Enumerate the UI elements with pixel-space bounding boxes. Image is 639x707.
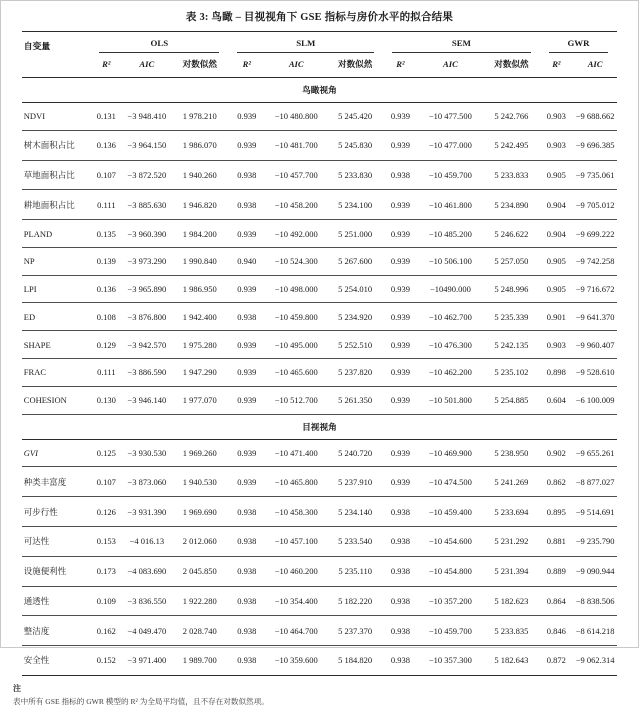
cell-value: −9 735.061 xyxy=(573,160,617,190)
cell-value: −4 049.470 xyxy=(122,616,171,646)
row-label: LPI xyxy=(22,275,90,303)
cell-value: −10 506.100 xyxy=(418,247,483,275)
cell-value: −9 688.662 xyxy=(573,103,617,131)
col-header-independent-variable: 自变量 xyxy=(23,41,51,51)
cell-value: −10 357.200 xyxy=(418,586,483,616)
cell-value: 5 237.820 xyxy=(327,359,383,387)
table-row xyxy=(22,467,617,497)
cell-value: −10 501.800 xyxy=(418,386,483,414)
cell-value: 0.939 xyxy=(228,103,265,131)
cell-value: −8 838.506 xyxy=(573,586,617,616)
table-row xyxy=(22,247,617,275)
row-label: FRAC xyxy=(22,359,90,387)
cell-value: −10 457.100 xyxy=(265,526,327,556)
cell-value: 5 245.420 xyxy=(327,103,383,131)
cell-value: −3 886.590 xyxy=(122,359,171,387)
group-label-sem: SEM xyxy=(392,37,531,53)
table-row xyxy=(22,497,617,527)
row-label: 设施便利性 xyxy=(22,556,90,586)
row-label: COHESION xyxy=(22,386,90,414)
cell-value: −10 476.300 xyxy=(418,331,483,359)
row-label: PLAND xyxy=(22,220,90,248)
section-title: 鸟瞰视角 xyxy=(22,78,617,103)
cell-value: 0.939 xyxy=(383,190,418,220)
cell-value: 5 246.622 xyxy=(483,220,540,248)
section-title: 目视视角 xyxy=(22,414,617,439)
table-note xyxy=(13,683,626,707)
cell-value: −3 973.290 xyxy=(122,247,171,275)
cell-value: 5 234.140 xyxy=(327,497,383,527)
cell-value: −9 090.944 xyxy=(573,556,617,586)
cell-value: 0.938 xyxy=(228,497,265,527)
cell-value: 5 237.910 xyxy=(327,467,383,497)
row-label: 通透性 xyxy=(22,586,90,616)
group-header-sem xyxy=(383,32,540,54)
cell-value: −10 459.700 xyxy=(418,160,483,190)
cell-value: −10 465.600 xyxy=(265,359,327,387)
cell-value: −10 461.800 xyxy=(418,190,483,220)
cell-value: 0.136 xyxy=(90,130,122,160)
cell-value: 0.126 xyxy=(90,497,122,527)
cell-value: −9 528.610 xyxy=(573,359,617,387)
cell-value: 1 977.070 xyxy=(171,386,228,414)
cell-value: 0.938 xyxy=(228,303,265,331)
cell-value: −10 462.700 xyxy=(418,303,483,331)
cell-value: −3 971.400 xyxy=(122,646,171,676)
note-label: 注 xyxy=(13,683,21,693)
cell-value: 0.901 xyxy=(540,303,573,331)
cell-value: −10 458.200 xyxy=(265,190,327,220)
cell-value: −9 716.672 xyxy=(573,275,617,303)
cell-value: 5 233.694 xyxy=(483,497,540,527)
table-row xyxy=(22,526,617,556)
cell-value: 0.903 xyxy=(540,331,573,359)
row-label: 耕地面积占比 xyxy=(22,190,90,220)
cell-value: 5 233.830 xyxy=(327,160,383,190)
cell-value: 0.938 xyxy=(383,497,418,527)
cell-value: 0.939 xyxy=(228,220,265,248)
table-row xyxy=(22,331,617,359)
cell-value: 0.939 xyxy=(228,439,265,467)
cell-value: 0.136 xyxy=(90,275,122,303)
cell-value: 5 233.833 xyxy=(483,160,540,190)
cell-value: 5 231.394 xyxy=(483,556,540,586)
col-header-gwr-r2: R² xyxy=(540,53,573,78)
cell-value: 0.939 xyxy=(228,467,265,497)
cell-value: 0.904 xyxy=(540,190,573,220)
cell-value: 0.939 xyxy=(383,303,418,331)
col-header-gwr-aic: AIC xyxy=(573,53,617,78)
cell-value: 1 942.400 xyxy=(171,303,228,331)
cell-value: 2 012.060 xyxy=(171,526,228,556)
cell-value: 0.939 xyxy=(228,386,265,414)
cell-value: 0.939 xyxy=(383,130,418,160)
cell-value: 0.107 xyxy=(90,160,122,190)
cell-value: −10 477.000 xyxy=(418,130,483,160)
cell-value: 1 978.210 xyxy=(171,103,228,131)
cell-value: −10 477.500 xyxy=(418,103,483,131)
cell-value: 0.939 xyxy=(228,275,265,303)
cell-value: 0.889 xyxy=(540,556,573,586)
cell-value: 0.902 xyxy=(540,439,573,467)
cell-value: −8 877.027 xyxy=(573,467,617,497)
table-row xyxy=(22,275,617,303)
cell-value: 0.604 xyxy=(540,386,573,414)
cell-value: 0.938 xyxy=(228,526,265,556)
table-row xyxy=(22,616,617,646)
cell-value: −9 655.261 xyxy=(573,439,617,467)
col-header-ols-r2: R² xyxy=(90,53,122,78)
table-row xyxy=(22,103,617,131)
cell-value: −3 964.150 xyxy=(122,130,171,160)
group-header-ols xyxy=(90,32,228,54)
cell-value: −10 512.700 xyxy=(265,386,327,414)
cell-value: −10 354.400 xyxy=(265,586,327,616)
cell-value: −8 614.218 xyxy=(573,616,617,646)
cell-value: 5 182.643 xyxy=(483,646,540,676)
group-header-slm xyxy=(228,32,383,54)
cell-value: −10 462.200 xyxy=(418,359,483,387)
row-label: SHAPE xyxy=(22,331,90,359)
cell-value: 5 233.540 xyxy=(327,526,383,556)
cell-value: 0.109 xyxy=(90,586,122,616)
cell-value: 5 267.600 xyxy=(327,247,383,275)
cell-value: 1 969.690 xyxy=(171,497,228,527)
cell-value: −9 705.012 xyxy=(573,190,617,220)
cell-value: −10 492.000 xyxy=(265,220,327,248)
row-label: 安全性 xyxy=(22,646,90,676)
col-header-sem-aic: AIC xyxy=(418,53,483,78)
cell-value: 0.940 xyxy=(228,247,265,275)
cell-value: 0.938 xyxy=(383,646,418,676)
cell-value: 0.938 xyxy=(228,616,265,646)
cell-value: 0.938 xyxy=(228,160,265,190)
cell-value: 5 240.720 xyxy=(327,439,383,467)
cell-value: −3 960.390 xyxy=(122,220,171,248)
cell-value: 5 238.950 xyxy=(483,439,540,467)
cell-value: 1 940.260 xyxy=(171,160,228,190)
cell-value: 0.938 xyxy=(383,616,418,646)
cell-value: 5 182.623 xyxy=(483,586,540,616)
cell-value: −9 742.258 xyxy=(573,247,617,275)
cell-value: −10 458.300 xyxy=(265,497,327,527)
cell-value: 5 251.000 xyxy=(327,220,383,248)
cell-value: −10 457.700 xyxy=(265,160,327,190)
row-label: GVI xyxy=(22,439,90,467)
cell-value: 0.938 xyxy=(383,160,418,190)
cell-value: 5 261.350 xyxy=(327,386,383,414)
cell-value: −10 485.200 xyxy=(418,220,483,248)
cell-value: −9 960.407 xyxy=(573,331,617,359)
cell-value: 1 969.260 xyxy=(171,439,228,467)
cell-value: −10 460.200 xyxy=(265,556,327,586)
cell-value: −10 480.800 xyxy=(265,103,327,131)
table-row xyxy=(22,439,617,467)
cell-value: −10 454.800 xyxy=(418,556,483,586)
cell-value: −10 459.400 xyxy=(418,497,483,527)
table-row xyxy=(22,303,617,331)
cell-value: −10 357.300 xyxy=(418,646,483,676)
cell-value: −3 885.630 xyxy=(122,190,171,220)
cell-value: 0.903 xyxy=(540,130,573,160)
cell-value: 5 234.100 xyxy=(327,190,383,220)
cell-value: 0.939 xyxy=(383,103,418,131)
cell-value: 1 989.700 xyxy=(171,646,228,676)
results-table xyxy=(22,31,617,676)
cell-value: 0.939 xyxy=(383,359,418,387)
cell-value: 5 242.135 xyxy=(483,331,540,359)
table-row xyxy=(22,386,617,414)
cell-value: 5 254.885 xyxy=(483,386,540,414)
cell-value: −6 100.009 xyxy=(573,386,617,414)
cell-value: 5 184.820 xyxy=(327,646,383,676)
cell-value: 2 028.740 xyxy=(171,616,228,646)
cell-value: −3 931.390 xyxy=(122,497,171,527)
cell-value: −3 948.410 xyxy=(122,103,171,131)
cell-value: −4 083.690 xyxy=(122,556,171,586)
cell-value: 5 257.050 xyxy=(483,247,540,275)
cell-value: 0.152 xyxy=(90,646,122,676)
cell-value: 5 235.102 xyxy=(483,359,540,387)
col-header-ols-aic: AIC xyxy=(122,53,171,78)
cell-value: −10 524.300 xyxy=(265,247,327,275)
cell-value: 1 975.280 xyxy=(171,331,228,359)
cell-value: −3 873.060 xyxy=(122,467,171,497)
table-row xyxy=(22,586,617,616)
cell-value: 5 242.495 xyxy=(483,130,540,160)
cell-value: 0.939 xyxy=(383,467,418,497)
cell-value: −3 930.530 xyxy=(122,439,171,467)
cell-value: 0.938 xyxy=(228,556,265,586)
cell-value: 0.108 xyxy=(90,303,122,331)
cell-value: 1 986.950 xyxy=(171,275,228,303)
cell-value: −9 699.222 xyxy=(573,220,617,248)
cell-value: −9 641.370 xyxy=(573,303,617,331)
cell-value: −9 235.790 xyxy=(573,526,617,556)
cell-value: −10 465.800 xyxy=(265,467,327,497)
cell-value: 0.130 xyxy=(90,386,122,414)
table-caption: 表 3: 鸟瞰 – 目视视角下 GSE 指标与房价水平的拟合结果 xyxy=(185,12,454,23)
cell-value: 5 248.996 xyxy=(483,275,540,303)
cell-value: 0.939 xyxy=(383,220,418,248)
cell-value: 5 254.010 xyxy=(327,275,383,303)
row-label: NDVI xyxy=(22,103,90,131)
cell-value: 0.939 xyxy=(228,130,265,160)
cell-value: −10 454.600 xyxy=(418,526,483,556)
cell-value: 0.173 xyxy=(90,556,122,586)
row-label: 树木面积占比 xyxy=(22,130,90,160)
table-row xyxy=(22,190,617,220)
cell-value: −10 464.700 xyxy=(265,616,327,646)
cell-value: 0.938 xyxy=(383,586,418,616)
cell-value: 0.905 xyxy=(540,247,573,275)
cell-value: 1 946.820 xyxy=(171,190,228,220)
cell-value: −3 965.890 xyxy=(122,275,171,303)
cell-value: 5 182.220 xyxy=(327,586,383,616)
cell-value: 0.881 xyxy=(540,526,573,556)
cell-value: 0.939 xyxy=(228,331,265,359)
col-header-sem-r2: R² xyxy=(383,53,418,78)
cell-value: −10 359.600 xyxy=(265,646,327,676)
table-row xyxy=(22,646,617,676)
cell-value: 0.139 xyxy=(90,247,122,275)
cell-value: −3 946.140 xyxy=(122,386,171,414)
table-row xyxy=(22,160,617,190)
cell-value: 0.111 xyxy=(90,190,122,220)
cell-value: −3 872.520 xyxy=(122,160,171,190)
col-header-ols-loglik: 对数似然 xyxy=(171,53,228,78)
cell-value: 0.129 xyxy=(90,331,122,359)
cell-value: 0.862 xyxy=(540,467,573,497)
group-label-slm: SLM xyxy=(237,37,374,53)
cell-value: 0.939 xyxy=(383,331,418,359)
cell-value: 0.153 xyxy=(90,526,122,556)
cell-value: 0.939 xyxy=(383,439,418,467)
cell-value: 0.135 xyxy=(90,220,122,248)
cell-value: 0.898 xyxy=(540,359,573,387)
group-header-gwr xyxy=(540,32,617,54)
cell-value: 1 984.200 xyxy=(171,220,228,248)
cell-value: 0.107 xyxy=(90,467,122,497)
cell-value: −10 459.800 xyxy=(265,303,327,331)
cell-value: 0.938 xyxy=(228,646,265,676)
row-label: 可达性 xyxy=(22,526,90,556)
col-header-slm-r2: R² xyxy=(228,53,265,78)
note-text: 表中所有 GSE 指标的 GWR 模型的 R² 为全局平均值，且不存在对数似然项。 xyxy=(13,696,269,706)
cell-value: 5 237.370 xyxy=(327,616,383,646)
table-row xyxy=(22,556,617,586)
row-label: NP xyxy=(22,247,90,275)
row-label: 整洁度 xyxy=(22,616,90,646)
col-header-slm-aic: AIC xyxy=(265,53,327,78)
row-label: 草地面积占比 xyxy=(22,160,90,190)
cell-value: 0.111 xyxy=(90,359,122,387)
cell-value: −10 498.000 xyxy=(265,275,327,303)
cell-value: 5 234.890 xyxy=(483,190,540,220)
row-label: 种类丰富度 xyxy=(22,467,90,497)
cell-value: 5 245.830 xyxy=(327,130,383,160)
cell-value: −3 876.800 xyxy=(122,303,171,331)
cell-value: −10 459.700 xyxy=(418,616,483,646)
cell-value: 0.905 xyxy=(540,160,573,190)
cell-value: 0.846 xyxy=(540,616,573,646)
cell-value: 2 045.850 xyxy=(171,556,228,586)
row-label: 可步行性 xyxy=(22,497,90,527)
group-label-ols: OLS xyxy=(99,37,219,53)
sub-header-row xyxy=(22,53,617,78)
cell-value: 1 986.070 xyxy=(171,130,228,160)
cell-value: −10 474.500 xyxy=(418,467,483,497)
cell-value: 0.895 xyxy=(540,497,573,527)
row-label: ED xyxy=(22,303,90,331)
cell-value: 0.864 xyxy=(540,586,573,616)
section-header-row xyxy=(22,78,617,103)
cell-value: −10 495.000 xyxy=(265,331,327,359)
cell-value: 0.939 xyxy=(228,359,265,387)
cell-value: −3 836.550 xyxy=(122,586,171,616)
group-label-gwr: GWR xyxy=(549,37,608,53)
cell-value: −10490.000 xyxy=(418,275,483,303)
cell-value: 0.938 xyxy=(383,526,418,556)
cell-value: 5 231.292 xyxy=(483,526,540,556)
cell-value: 1 922.280 xyxy=(171,586,228,616)
group-header-row xyxy=(22,32,617,54)
cell-value: 0.131 xyxy=(90,103,122,131)
cell-value: −3 942.570 xyxy=(122,331,171,359)
cell-value: 0.903 xyxy=(540,103,573,131)
cell-value: −9 514.691 xyxy=(573,497,617,527)
table-row xyxy=(22,359,617,387)
table-row xyxy=(22,220,617,248)
table-row xyxy=(22,130,617,160)
cell-value: 0.162 xyxy=(90,616,122,646)
cell-value: 5 235.339 xyxy=(483,303,540,331)
cell-value: −10 471.400 xyxy=(265,439,327,467)
cell-value: 5 242.766 xyxy=(483,103,540,131)
cell-value: 0.939 xyxy=(383,386,418,414)
cell-value: 5 241.269 xyxy=(483,467,540,497)
cell-value: 5 233.835 xyxy=(483,616,540,646)
cell-value: 1 947.290 xyxy=(171,359,228,387)
cell-value: 5 252.510 xyxy=(327,331,383,359)
cell-value: 5 235.110 xyxy=(327,556,383,586)
cell-value: 0.938 xyxy=(228,586,265,616)
cell-value: −9 696.385 xyxy=(573,130,617,160)
cell-value: 0.938 xyxy=(228,190,265,220)
cell-value: −9 062.314 xyxy=(573,646,617,676)
section-header-row xyxy=(22,414,617,439)
cell-value: 1 990.840 xyxy=(171,247,228,275)
col-header-slm-loglik: 对数似然 xyxy=(327,53,383,78)
cell-value: 0.904 xyxy=(540,220,573,248)
cell-value: 0.939 xyxy=(383,275,418,303)
cell-value: 0.939 xyxy=(383,247,418,275)
cell-value: 1 940.530 xyxy=(171,467,228,497)
cell-value: 5 234.920 xyxy=(327,303,383,331)
cell-value: −4 016.13 xyxy=(122,526,171,556)
cell-value: 0.938 xyxy=(383,556,418,586)
cell-value: −10 481.700 xyxy=(265,130,327,160)
cell-value: −10 469.900 xyxy=(418,439,483,467)
cell-value: 0.125 xyxy=(90,439,122,467)
cell-value: 0.872 xyxy=(540,646,573,676)
col-header-sem-loglik: 对数似然 xyxy=(483,53,540,78)
cell-value: 0.905 xyxy=(540,275,573,303)
